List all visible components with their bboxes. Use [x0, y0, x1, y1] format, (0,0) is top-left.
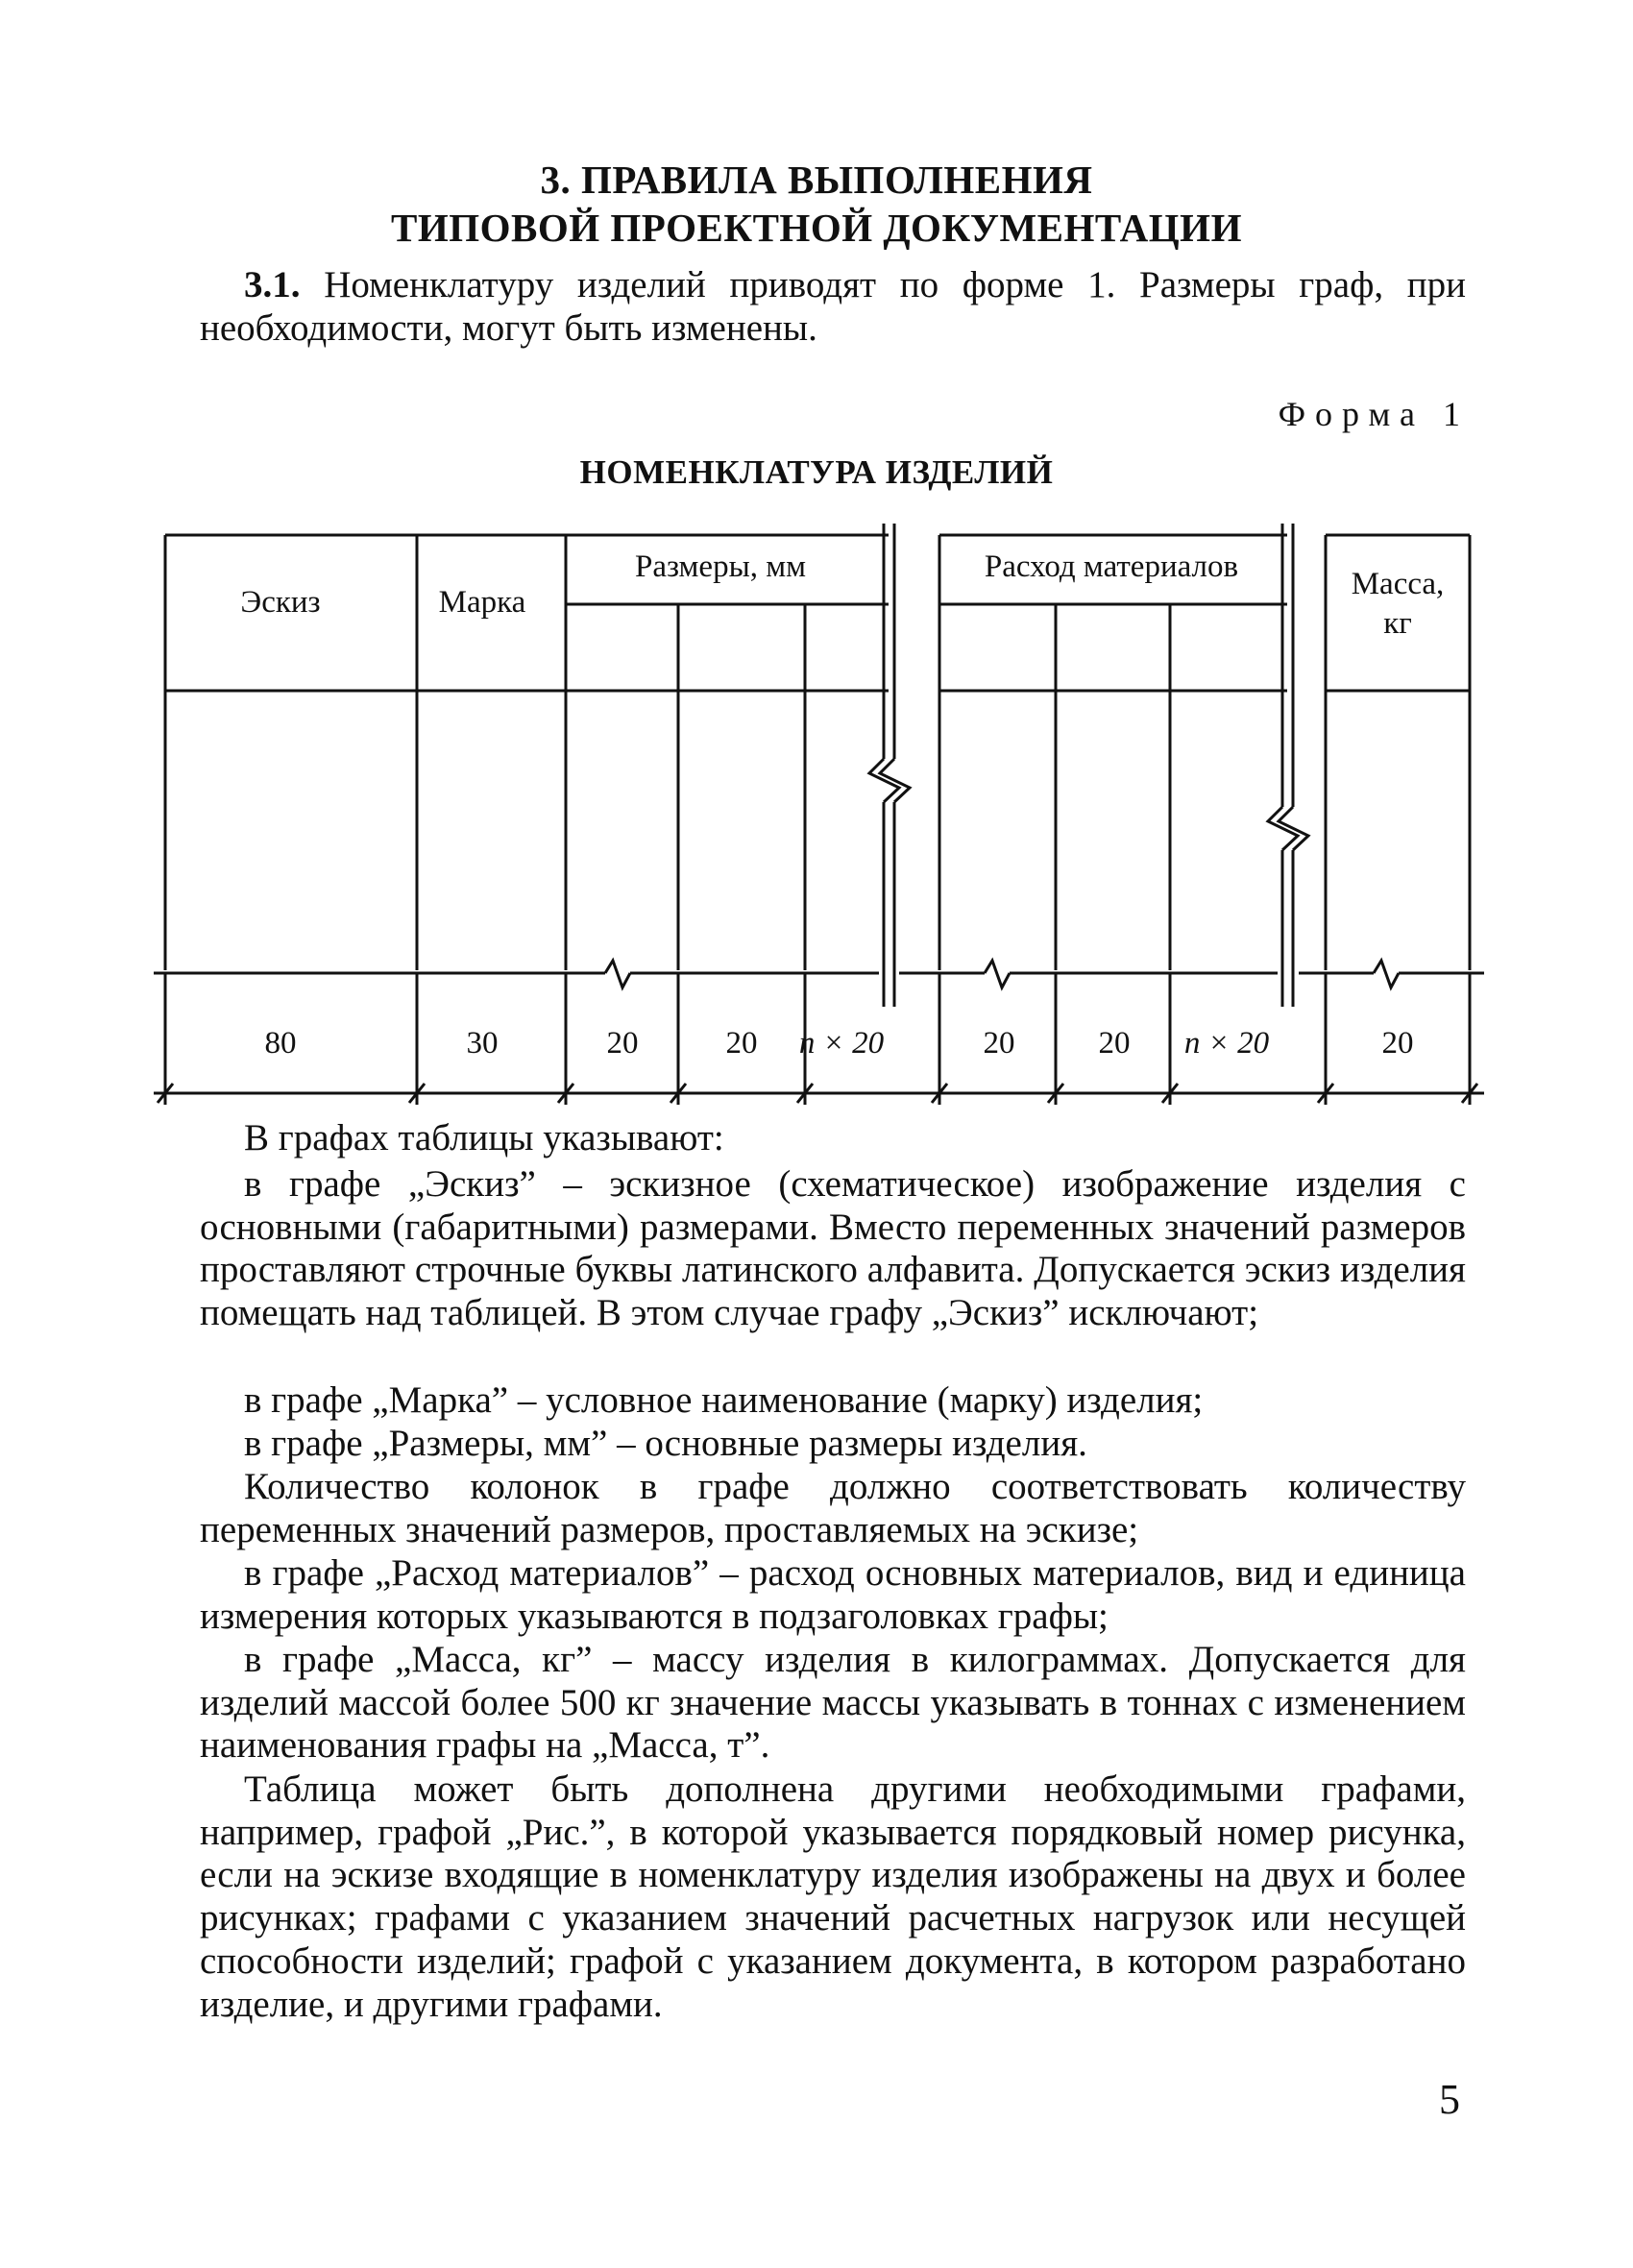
width-label-mat-n: n × 20 — [1183, 1026, 1270, 1061]
width-label-mass: 20 — [1381, 1026, 1414, 1061]
body-paragraph-7: в графе „Масса, кг” – массу изделия в килограммах. Допускается для изделий массой более 500 кг значение массы указывать в тоннах с изменением наименования графы на „Масса, т”. — [200, 1639, 1466, 1767]
width-label-sketch: 80 — [264, 1026, 297, 1061]
body-paragraph-2: в графе „Эскиз” – эскизное (схематическое) изображение изделия с основными (габаритными) размерами. Вместо переменных значений размеров проставляют строчные буквы латинского алфавита. Допускается эскиз изделия помещать над таблицей. В этом случае графу „Эскиз” исключают; — [200, 1163, 1466, 1334]
width-label-dim-n: n × 20 — [798, 1026, 885, 1061]
intro-text: Номенклатуру изделий приводят по форме 1. Размеры граф, при необходимости, могут быть изменены. — [200, 264, 1467, 349]
width-label-mat-2: 20 — [1098, 1026, 1131, 1061]
header-materials: Расход материалов — [984, 549, 1239, 584]
width-label-mark: 30 — [466, 1026, 499, 1061]
header-mark: Марка — [438, 585, 526, 620]
width-label-dim-1: 20 — [606, 1026, 639, 1061]
form-label: Форма 1 — [1278, 395, 1470, 433]
width-label-dim-2: 20 — [725, 1026, 758, 1061]
table-title: НОМЕНКЛАТУРА ИЗДЕЛИЙ — [579, 453, 1054, 491]
header-mass-line2: кг — [1383, 606, 1412, 641]
section-title-line2: ТИПОВОЙ ПРОЕКТНОЙ ДОКУМЕНТАЦИИ — [391, 206, 1242, 250]
body-paragraph-3: в графе „Марка” – условное наименование (марку) изделия; — [244, 1379, 1204, 1421]
width-label-mat-1: 20 — [983, 1026, 1015, 1061]
body-paragraph-1: В графах таблицы указывают: — [244, 1117, 724, 1158]
section-title-line1: 3. ПРАВИЛА ВЫПОЛНЕНИЯ — [540, 158, 1093, 202]
body-paragraph-6: в графе „Расход материалов” – расход основных материалов, вид и единица измерения которых указываются в подзаголовках графы; — [200, 1552, 1466, 1637]
body-paragraph-4: в графе „Размеры, мм” – основные размеры изделия. — [244, 1423, 1087, 1464]
body-paragraph-5: Количество колонок в графе должно соответствовать количеству переменных значений размеров, проставляемых на эскизе; — [200, 1466, 1466, 1550]
header-mass-line1: Масса, — [1351, 567, 1445, 601]
page-number: 5 — [1439, 2076, 1460, 2123]
header-sketch: Эскиз — [240, 585, 321, 620]
body-paragraph-8: Таблица может быть дополнена другими необходимыми графами, например, графой „Рис.”, в которой указывается порядковый номер рисунка, если на эскизе входящие в номенклатуру изделия изображены на двух и более рисунках; графами с указанием значений расчетных нагрузок или несущей способности изделий; графой с указанием документа, в котором разработано изделие, и другими графами. — [200, 1768, 1466, 2025]
clause-number: 3.1. — [244, 264, 301, 305]
header-dimensions: Размеры, мм — [634, 549, 807, 584]
